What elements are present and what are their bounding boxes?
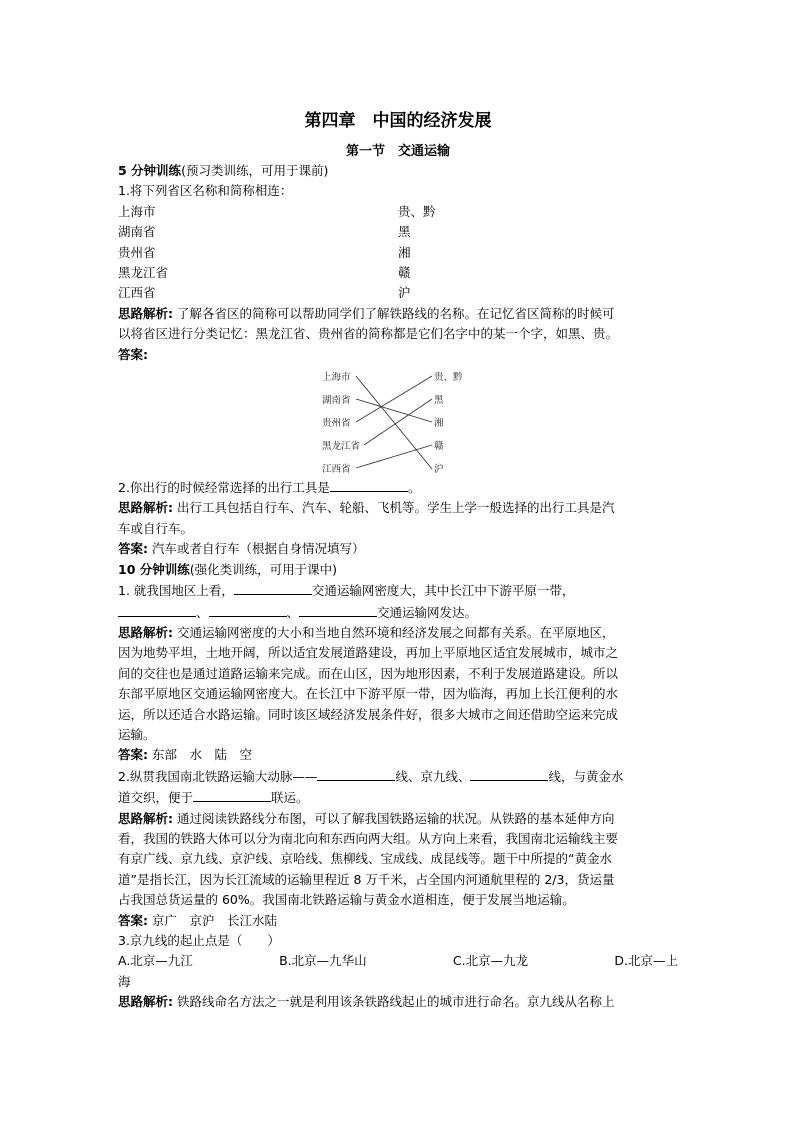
province-name: 黑龙江省 [118,265,169,281]
answer-label: 答案: [118,912,148,928]
analysis-3-cont: 运，所以还适合水路运输。同时该区域经济发展条件好，很多大城市之间还借助空运来完成 [118,706,619,722]
diagram-left-label: 黑龙江省 [322,441,361,453]
diagram-left-label: 贵州省 [322,418,351,430]
province-abbr: 贵、黔 [398,203,436,219]
fill-blank[interactable] [330,477,408,492]
analysis-3-cont: 东部平原地区交通运输网密度大。在长江中下游平原一带，因为临海，再加上长江便利的水 [118,686,619,702]
section-title: 第一节 交通运输 [345,144,450,159]
stem-text: 。 [407,480,421,496]
section-heading-10min [118,560,678,580]
diagram-right-label: 黑 [434,395,444,407]
analysis-text: 铁路线命名方法之一就是利用该条铁路线起止的城市进行命名。京九线从名称上 [173,994,615,1010]
diagram-right-label: 贵、黔 [434,372,463,384]
answer-3 [118,745,678,765]
match-line [356,445,432,468]
stem-text: 、 [196,604,209,620]
section-heading-5min [118,161,678,181]
stem-text: 1. 就我国地区上看， [118,583,234,599]
stem-text: 交通运输网密度大，其中长江中下游平原一带， [311,583,575,599]
stem-text: 线，与黄金水 [548,768,624,784]
match-row [118,222,678,242]
fill-blank[interactable] [299,602,377,617]
analysis-4 [118,809,678,829]
question-5-options [118,951,678,971]
answer-text: 京广 京沪 长江水陆 [148,912,277,928]
analysis-4-cont: 占我国总货运量的 60%。我国南北铁路运输与黄金水道相连，便于发展当地运输。 [118,892,575,908]
section-note: (预习类训练，可用于课前) [181,163,329,178]
match-line [356,376,432,469]
province-name: 江西省 [118,285,156,301]
question-3-stem-cont [118,602,678,623]
analysis-4-cont: 有京广线、京九线、京沪线、京哈线、焦柳线、宝成线、成昆线等。题干中所提的“黄金水 [118,851,612,867]
stem-text: 联运。 [271,790,309,806]
matching-lines-figure [314,365,474,477]
answer-label: 答案: [118,747,148,763]
analysis-5 [118,992,678,1012]
stem-text: 、 [286,604,300,620]
answer-4 [118,911,678,931]
diagram-left-label: 江西省 [322,464,351,476]
province-abbr: 沪 [398,285,411,301]
stem-text: 线、京九线、 [395,768,471,784]
province-abbr: 赣 [398,265,411,281]
analysis-3-cont: 因为地势平坦，土地开阔，所以适宜发展道路建设，再加上平原地区适宜发展城市，城市之 [118,645,619,661]
section-note: (强化类训练，可用于课中) [189,561,338,577]
stem-text: 交通运输网发达。 [377,604,478,620]
analysis-1 [118,304,678,324]
analysis-2-cont: 车或自行车。 [118,520,194,536]
chapter-title: 第四章 中国的经济发展 [304,111,492,131]
diagram-left-label: 湖南省 [322,395,351,407]
analysis-text: 了解各省区的简称可以帮助同学们了解铁路线的名称。在记忆省区简称的时候可 [173,305,615,321]
match-line [356,399,432,422]
answer-2 [118,539,678,559]
question-4-stem [118,766,678,787]
fill-blank[interactable] [209,602,287,617]
option-c[interactable]: C.北京—九龙 [452,953,529,969]
option-b[interactable]: B.北京—九华山 [279,953,367,969]
fill-blank[interactable] [118,602,196,617]
province-name: 上海市 [118,203,156,219]
match-line [356,376,432,422]
section-head: 5 分钟训练 [118,163,182,178]
match-row [118,202,678,222]
match-row [118,283,678,303]
answer-1-label: 答案: [118,346,148,362]
analysis-text: 交通运输网密度的大小和当地自然环境和经济发展之间都有关系。在平原地区， [173,624,615,640]
stem-text: 2.你出行的时候经常选择的出行工具是 [118,480,330,496]
answer-label: 答案: [118,541,148,557]
fill-blank[interactable] [234,580,312,595]
analysis-1-cont: 以将省区进行分类记忆：黑龙江省、贵州省的简称都是它们名字中的某一个字，如黑、贵。 [118,326,619,342]
fill-blank[interactable] [317,766,395,781]
match-row [118,243,678,263]
match-line [364,399,432,445]
stem-text: 2.纵贯我国南北铁路运输大动脉—— [118,768,318,784]
analysis-3-cont: 间的交往也是通过道路运输来完成。而在山区，因为地形因素，不利于发展道路建设。所以 [118,665,619,681]
analysis-4-cont: 看，我国的铁路大体可以分为南北向和东西向两大组。从方向上来看，我国南北运输线主要 [118,830,619,846]
question-2-stem [118,477,678,498]
analysis-label: 思路解析: [118,305,173,321]
diagram-right-label: 沪 [434,464,444,476]
analysis-text: 出行工具包括自行车、汽车、轮船、飞机等。学生上学一般选择的出行工具是汽 [173,500,615,516]
province-name: 贵州省 [118,244,156,260]
fill-blank[interactable] [470,766,548,781]
analysis-label: 思路解析: [118,500,173,516]
analysis-label: 思路解析: [118,994,173,1010]
diagram-right-label: 赣 [434,441,444,453]
analysis-text: 通过阅读铁路线分布图，可以了解我国铁路运输的状况。从铁路的基本延伸方向 [173,810,615,826]
question-1-stem: 1.将下列省区名称和简称相连： [118,183,293,199]
answer-text: 东部 水 陆 空 [148,747,252,763]
answer-text: 汽车或者自行车（根据自身情况填写） [148,541,365,557]
section-head: 10 分钟训练 [118,561,190,577]
option-a[interactable]: A.北京—九江 [118,953,193,969]
analysis-3 [118,623,678,643]
analysis-2 [118,498,678,518]
question-3-stem [118,580,678,601]
document-body [118,161,678,1013]
analysis-3-cont: 运输。 [118,726,156,742]
fill-blank[interactable] [193,787,271,802]
option-d[interactable]: D.北京—上 [614,953,678,969]
stem-text: 道交织，便于 [118,790,194,806]
diagram-left-label: 上海市 [322,372,351,384]
analysis-label: 思路解析: [118,810,173,826]
diagram-right-label: 湘 [434,418,444,430]
province-abbr: 黑 [398,224,411,240]
matching-diagram [118,365,678,477]
analysis-label: 思路解析: [118,624,173,640]
question-5-stem: 3.京九线的起止点是（ ） [118,933,280,948]
option-d-wrap: 海 [118,973,131,989]
province-abbr: 湘 [398,244,411,260]
analysis-4-cont: 道”是指长江，因为长江流域的运输里程近 8 万千米，占全国内河通航里程的 2/3，货运量 [118,871,615,887]
province-name: 湖南省 [118,224,156,240]
match-row [118,263,678,283]
question-4-stem-cont [118,787,678,808]
